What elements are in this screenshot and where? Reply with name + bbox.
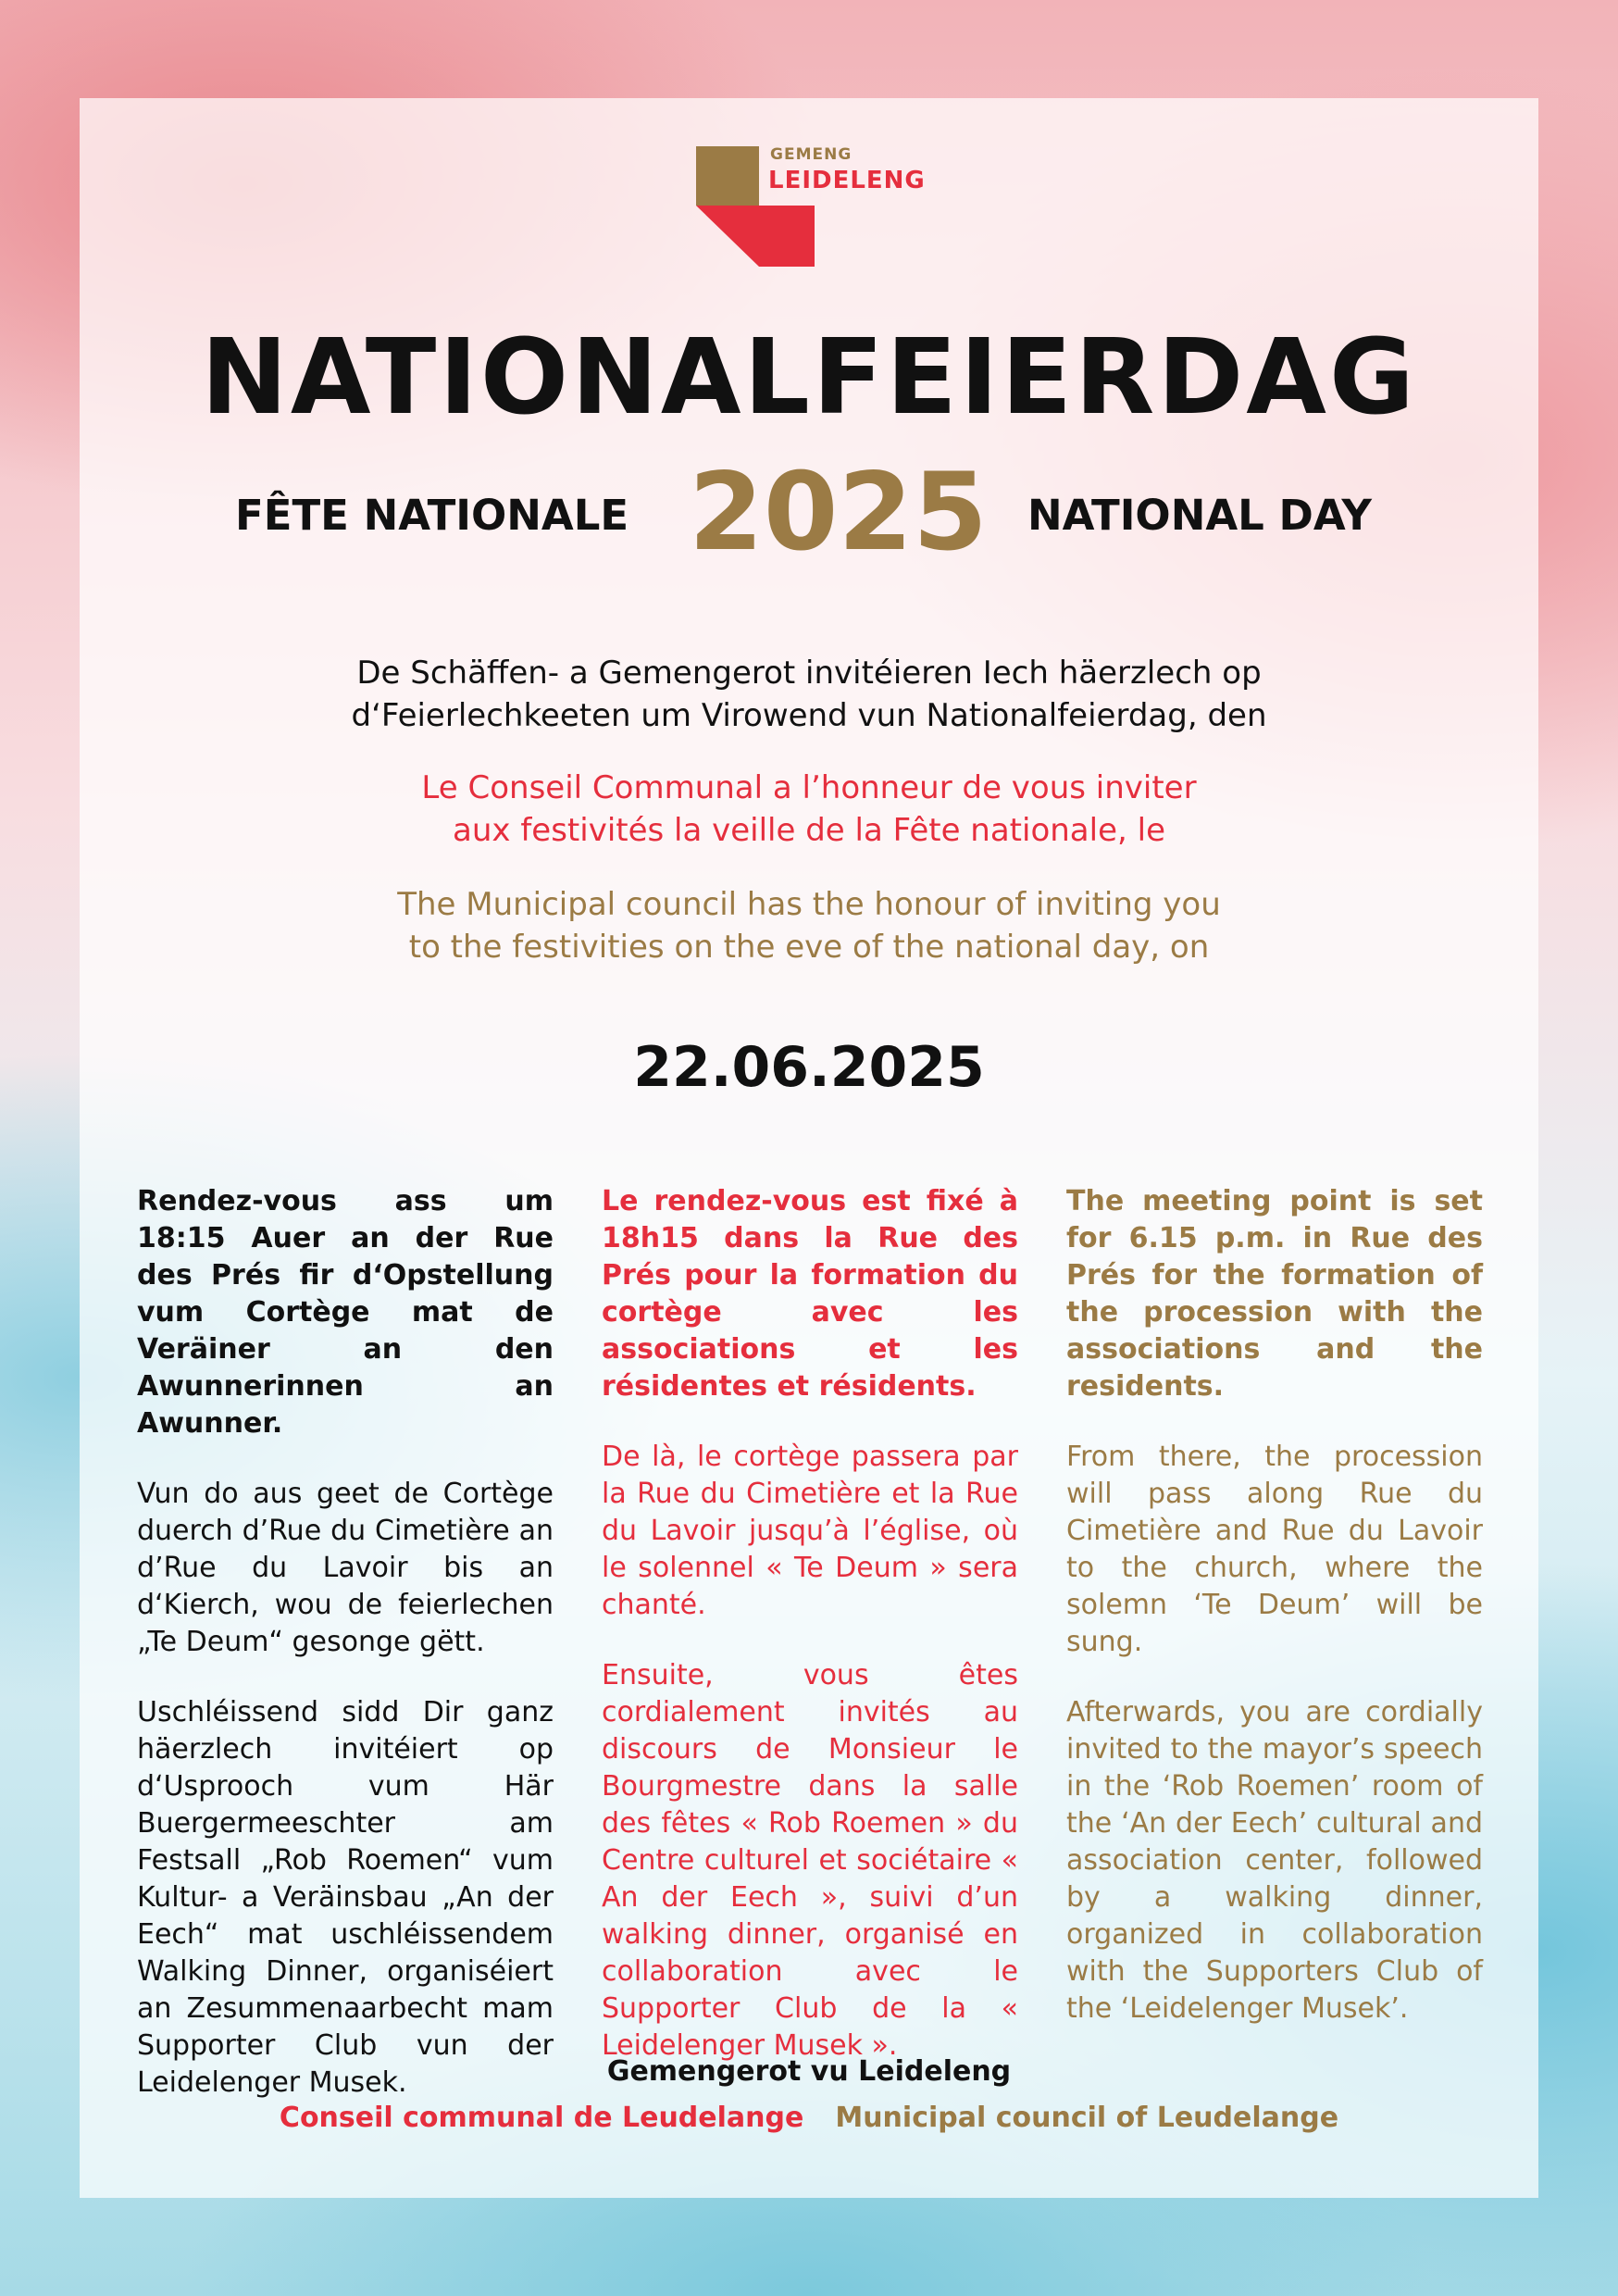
intro-lb-line: De Schäffen- a Gemengerot invitéieren Iech häerzlech op xyxy=(356,655,1262,692)
year: 2025 xyxy=(689,450,988,575)
intro-lb xyxy=(0,652,1618,737)
subtitle-en: NATIONAL DAY xyxy=(1027,491,1372,540)
intro-en-line: The Municipal council has the honour of inviting you xyxy=(397,886,1221,923)
paragraph-meeting-lb: Rendez-vous ass um 18:15 Auer an der Rue des Prés fir d‘Opstellung vum Cortège mat de Veräiner an den Awunnerinnen an Awunner. xyxy=(137,1185,554,1440)
logo-gold-shape xyxy=(696,146,759,206)
intro-fr-line: Le Conseil Communal a l’honneur de vous inviter xyxy=(421,769,1197,806)
column-lb xyxy=(137,1183,554,2135)
column-en xyxy=(1066,1183,1483,2061)
leideleng-logo xyxy=(696,146,918,267)
paragraph-meeting-fr: Le rendez-vous est fixé à 18h15 dans la Rue des Prés pour la formation du cortège avec les associations et les résidentes et résidents. xyxy=(602,1185,1018,1403)
logo-red-shape xyxy=(696,206,815,267)
intro-fr xyxy=(0,767,1618,852)
paragraph-reception-lb: Uschléissend sidd Dir ganz häerzlech invitéiert op d‘Usprooch vum Här Buergermeeschter am Festsall „Rob Roemen“ vum Kultur- a Veräinsbau „An der Eech“ mat uschléissendem Walking Dinner, organiséiert an Zesummenaarbecht mam Supporter Club vun der Leidelenger Musek. xyxy=(137,1696,554,2099)
column-fr xyxy=(602,1183,1018,2098)
signature-fr: Conseil communal de Leudelange xyxy=(279,2102,804,2134)
signature-en: Municipal council of Leudelange xyxy=(835,2102,1339,2134)
page-title: NATIONALFEIERDAG xyxy=(201,318,1417,438)
paragraph-reception-en: Afterwards, you are cordially invited to the mayor’s speech in the ‘Rob Roemen’ room of the ‘An der Eech’ cultural and association center, followed by a walking dinner, organized in collaboration with the Supporters Club of the ‘Leidelenger Musek’. xyxy=(1066,1696,1483,2025)
intro-en-line: to the festivities on the eve of the national day, on xyxy=(408,929,1210,966)
signature-line xyxy=(0,2102,1618,2134)
paragraph-meeting-en: The meeting point is set for 6.15 p.m. in Rue des Prés for the formation of the procession with the associations and the residents. xyxy=(1066,1185,1483,1403)
intro-fr-line: aux festivités la veille de la Fête nationale, le xyxy=(453,812,1165,849)
subtitle-fr: FÊTE NATIONALE xyxy=(235,491,629,540)
logo-text-leideleng: LEIDELENG xyxy=(768,167,926,194)
paragraph-route-lb: Vun do aus geet de Cortège duerch d’Rue du Cimetière an d’Rue du Lavoir bis an d‘Kierch, wou de feierlechen „Te Deum“ gesonge gëtt. xyxy=(137,1478,554,1658)
intro-en xyxy=(0,883,1618,968)
paragraph-reception-fr: Ensuite, vous êtes cordialement invités au discours de Monsieur le Bourgmestre dans la salle des fêtes « Rob Roemen » du Centre culturel et sociétaire « An der Eech », suivi d’un walking dinner, organisé en collaboration avec le Supporter Club de la « Leidelenger Musek ». xyxy=(602,1659,1018,2062)
signature-lb: Gemengerot vu Leideleng xyxy=(606,2055,1012,2088)
paragraph-route-en: From there, the procession will pass along Rue du Cimetière and Rue du Lavoir to the church, where the solemn ‘Te Deum’ will be sung. xyxy=(1066,1441,1483,1658)
logo-text-gemeng: GEMENG xyxy=(770,145,853,164)
paragraph-route-fr: De là, le cortège passera par la Rue du Cimetière et la Rue du Lavoir jusqu’à l’église, où le solennel « Te Deum » sera chanté. xyxy=(602,1441,1018,1621)
event-date: 22.06.2025 xyxy=(633,1035,985,1100)
intro-lb-line: d‘Feierlechkeeten um Virowend vun Nationalfeierdag, den xyxy=(351,697,1267,734)
